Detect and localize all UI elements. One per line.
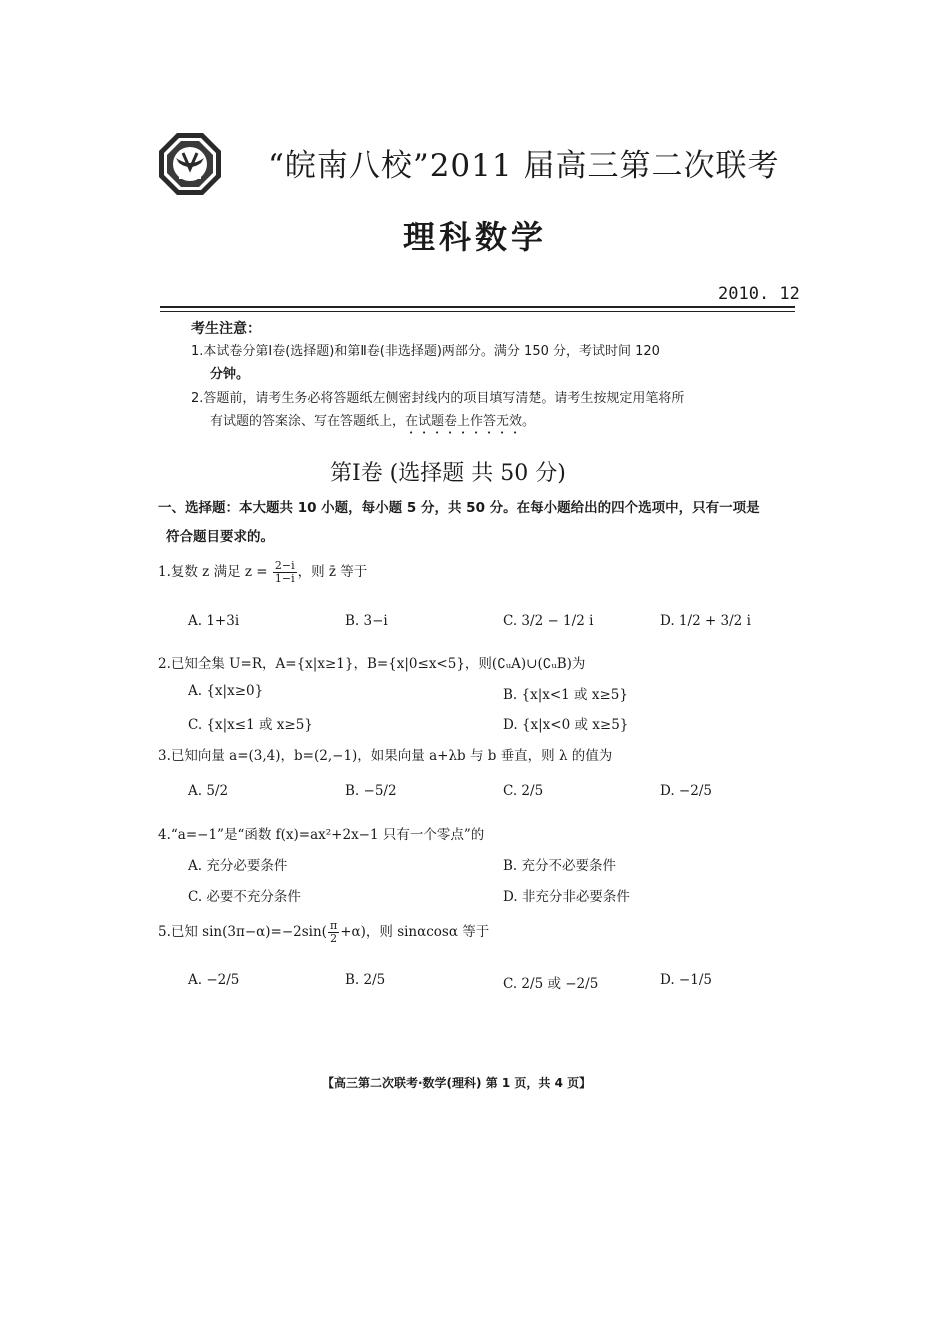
- question-3-option-b: B. −5/2: [345, 783, 397, 799]
- question-5-option-a: A. −2/5: [188, 972, 240, 988]
- exam-title: “皖南八校”2011 届高三第二次联考: [268, 148, 780, 184]
- question-4-option-c: C. 必要不充分条件: [188, 889, 301, 905]
- section-intro-line-2: 符合题目要求的。: [166, 529, 274, 545]
- question-5-option-b: B. 2/5: [345, 972, 386, 988]
- section-title: 第Ⅰ卷 (选择题 共 50 分): [330, 461, 566, 486]
- notice-item-2-line-1: 2.答题前，请考生务必将答题纸左侧密封线内的项目填写清楚。请考生按规定用笔将所: [191, 391, 685, 406]
- question-3-option-c: C. 2/5: [503, 783, 544, 799]
- question-4-option-b: B. 充分不必要条件: [503, 858, 617, 874]
- question-2-stem: 2.已知全集 U=R，A={x|x≥1}，B={x|0≤x<5}，则(∁ᵤA)∪(∁ᵤB)为: [158, 656, 586, 672]
- notice-item-1-line-2: 分钟。: [210, 367, 250, 382]
- question-3-option-d: D. −2/5: [660, 783, 712, 799]
- question-2-option-a: A. {x|x≥0}: [188, 683, 264, 699]
- header-divider-thin: [160, 311, 795, 312]
- question-5-stem: 5.已知 sin(3π−α)=−2sin( $\frac{\pi}{2}$ +α)，则 sinαcosα 等于: [158, 919, 490, 945]
- question-4-stem: 4.“a=−1”是“函数 f(x)=ax²+2x−1 只有一个零点”的: [158, 827, 485, 843]
- section-intro-line-1: 一、选择题：本大题共 10 小题，每小题 5 分，共 50 分。在每小题给出的四个选项中，只有一项是: [158, 500, 760, 516]
- question-2-option-d: D. {x|x<0 或 x≥5}: [503, 717, 629, 733]
- question-3-option-a: A. 5/2: [188, 783, 229, 799]
- question-1-option-d: D. 1/2 + 3/2 i: [660, 613, 751, 629]
- question-1-stem: 1.复数 z 满足 z = $\frac{2-i}{1-i}$ ，则 z̄ 等于: [158, 559, 368, 585]
- question-3-stem: 3.已知向量 a=(3,4)，b=(2,−1)，如果向量 a+λb 与 b 垂直，则 λ 的值为: [158, 748, 613, 764]
- notice-heading: 考生注意：: [191, 321, 261, 337]
- emphasized-warning: 在试题卷上作答无效: [405, 414, 523, 429]
- page-footer: 【高三第二次联考·数学(理科) 第 1 页，共 4 页】: [322, 1076, 592, 1090]
- question-4-option-d: D. 非充分非必要条件: [503, 889, 630, 905]
- school-seal-logo: [157, 131, 223, 197]
- notice-item-1-line-1: 1.本试卷分第Ⅰ卷(选择题)和第Ⅱ卷(非选择题)两部分。满分 150 分，考试时间 120: [191, 344, 660, 359]
- question-4-option-a: A. 充分必要条件: [188, 858, 288, 874]
- question-5-option-d: D. −1/5: [660, 972, 712, 988]
- header-divider: [160, 306, 795, 308]
- notice-item-2-line-2: 有试题的答案涂、写在答题纸上，在试题卷上作答无效。: [210, 414, 536, 429]
- exam-subject: 理科数学: [403, 218, 548, 256]
- question-2-option-b: B. {x|x<1 或 x≥5}: [503, 687, 628, 703]
- exam-date: 2010. 12: [718, 284, 800, 304]
- question-5-option-c: C. 2/5 或 −2/5: [503, 976, 599, 992]
- question-1-option-b: B. 3−i: [345, 613, 388, 629]
- question-1-option-a: A. 1+3i: [188, 613, 240, 629]
- fraction: $\frac{\pi}{2}$: [329, 919, 338, 945]
- fraction: $\frac{2-i}{1-i}$: [274, 559, 295, 585]
- question-2-option-c: C. {x|x≤1 或 x≥5}: [188, 717, 313, 733]
- question-1-option-c: C. 3/2 − 1/2 i: [503, 613, 594, 629]
